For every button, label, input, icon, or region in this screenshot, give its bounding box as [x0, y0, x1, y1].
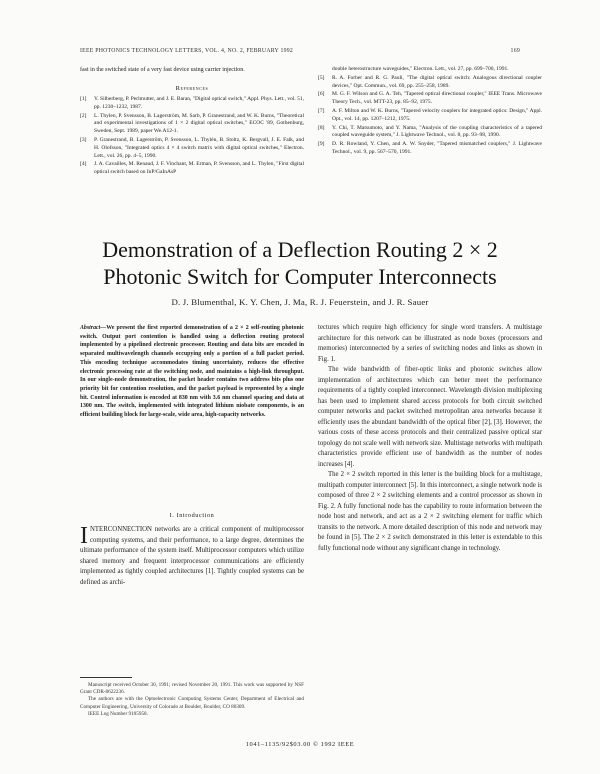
- reference-text: R. A. Forber and R. G. Pauli, "The digital optical switch: Analogous directional coupler devices," Opt. Commun., vol. 69, pp. 255–258, 1989.: [332, 74, 542, 89]
- reference-text: A. F. Milton and W. K. Burns, "Tapered velocity couplers for integrated optics: Design," Appl. Opt., vol. 14, pp. 1207–1212, 1975.: [332, 107, 542, 122]
- body-paragraph: The 2 × 2 switch reported in this letter is the building block for a multistage, multipath computer interconnect [5]. In this interconnect, a single network node is composed of three 2 × 2 switching elements and a control processor as shown in Fig. 2. A fully functional node has the capability to route information between the node host and network, and act as a 2 × 2 switching element for traffic which transits to the network. A more detailed description of this node and network may be found in [5]. The 2 × 2 switch demonstrated in this letter is extendable to this fully functional node without any significant change in technology.: [318, 471, 542, 552]
- reference-number: [9]: [318, 141, 325, 148]
- reference-text: P. Granestrand, B. Lagerström, P. Svensson, L. Thylén, B. Stoltz, K. Bergvall, J. E. Falk, and H. Olofsson, "Integrated optics 4 × 4 switch matrix with digital optical switches," Electron. Lett., vol. 26, pp. 4–5, 1990.: [94, 136, 304, 159]
- reference-text: Y. Silberberg, P. Perlmutter, and J. E. Baran, "Digital optical switch," Appl. Phys. Lett., vol. 51, pp. 1230–1232, 1987.: [94, 96, 304, 110]
- continuation-text: fast in the switched state of a very fast device using carrier injection.: [80, 67, 245, 73]
- reference-number: [2]: [80, 112, 87, 119]
- reference-item: [318, 91, 542, 107]
- drop-cap: I: [80, 523, 88, 549]
- reference-item: [318, 141, 542, 157]
- reference-text: L. Thylen, P. Svensson, B. Lagerström, M. Sarb, P. Granestrand, and W. K. Burns, "Theoretical and experimental investigations of 1 × 2 digital optical switches," ECOC '89, Gothenburg, Sweden, Sept. 1989, paper We.A12-1.: [94, 112, 304, 135]
- right-body-column: [318, 323, 542, 554]
- footnotes: [80, 682, 304, 718]
- reference-item: [318, 75, 542, 91]
- reference-number: [5]: [318, 74, 325, 81]
- top-right-column: [318, 66, 542, 158]
- footnote-divider: [80, 677, 132, 678]
- reference-text: double heterostructure waveguides," Electron. Lett., vol. 27, pp. 699–700, 1991.: [332, 66, 509, 72]
- reference-item: [318, 125, 542, 141]
- footnote-affiliation: The authors are with the Optoelectronic Computing Systems Center, Department of Electrical and Computer Engineering, University of Colorado at Boulder, Boulder, CO 80309.: [80, 696, 304, 710]
- journal-header: IEEE PHOTONICS TECHNOLOGY LETTERS, VOL. 4, NO. 2, FEBRUARY 1992: [80, 48, 294, 54]
- reference-text: D. R. Rowland, Y. Chen, and A. W. Snyder, "Tapered mismatched couplers," J. Lightwave Technol., vol. 9, pp. 567–570, 1991.: [332, 141, 542, 155]
- paper-title: [40, 236, 560, 290]
- reference-number: [7]: [318, 107, 325, 114]
- reference-number: [4]: [80, 161, 87, 168]
- running-header: [80, 48, 520, 54]
- reference-number: [3]: [80, 136, 87, 143]
- title-line-2: Photonic Switch for Computer Interconnects: [103, 264, 497, 289]
- reference-item: [80, 96, 304, 112]
- title-line-1: Demonstration of a Deflection Routing 2 × 2: [102, 237, 498, 262]
- abstract: [80, 324, 304, 420]
- abstract-text: We present the first reported demonstration of a 2 × 2 self-routing photonic switch. Output port contention is handled using a deflection routing protocol implemented by a pipelined electronic processor. Routing and data bits are encoded in separated multiwavelength channels occupying only a portion of a full packet period. This encoding technique accommodates timing uncertainty, reduces the effective electronic processing rate at the switching node, and maintains a high-link throughput. In our single-node demonstration, the packet header contains two address bits plus one priority bit for contention resolution, and the packet payload is represented by a single bit. Control information is encoded at 830 nm with 3.6 nm channel spacing and data at 1300 nm. The switch, implemented with integrated lithium niobate components, is an efficient building block for large-scale, wide area, high-capacity networks.: [80, 325, 304, 419]
- reference-item: [318, 66, 542, 74]
- body-paragraph: The wide bandwidth of fiber-optic links and photonic switches allow implementation of architectures which can better meet the performance requirements of a tightly coupled interconnect. Wavelength division multiplexing has been used to implement shared access protocols for both circuit switched computer networks and packet switched metropolitan area networks because it efficiently uses the abundant bandwidth of the optical fiber [2], [3]. However, the various costs of these access protocols and their centralized passive optical star topology do not scale well with network size. Multistage networks with multipath characteristics provide efficient use of bandwidth as the number of nodes increases [4].: [318, 366, 542, 468]
- reference-text: M. G. F. Wilson and G. A. Teh, "Tapered optical directional coupler," IEEE Trans. Microwave Theory Tech., vol. MTT-23, pp. 85–92, 1975.: [332, 91, 542, 106]
- reference-text: J. A. Cavailles, M. Renaud, J. F. Vinchant, M. Erman, P. Svensson, and L. Thylen, "First digital optical switch based on InP/GaInAsP: [94, 161, 304, 176]
- introduction-paragraph: [80, 525, 304, 588]
- body-paragraph: tectures which require high efficiency for single word transfers. A multistage architecture for this network can be illustrated as node boxes (processors and memories) interconnected by a series of switching nodes and links as shown in Fig. 1.: [318, 324, 542, 363]
- abstract-label: Abstract—: [80, 325, 107, 331]
- section-heading: I. Introduction: [169, 512, 215, 519]
- page-number: 169: [510, 48, 520, 54]
- footnote-manuscript: Manuscript received October 30, 1991; revised November 20, 1991. This work was supported by NSF Grant CDR-8622236.: [80, 682, 304, 696]
- author-list: D. J. Blumenthal, K. Y. Chen, J. Ma, R. J. Feuerstein, and J. R. Sauer: [171, 297, 429, 307]
- reference-item: [318, 108, 542, 124]
- reference-number: [8]: [318, 124, 325, 131]
- footnote-log-number: IEEE Log Number 9105958.: [88, 710, 148, 717]
- introduction-text: NTERCONNECTION networks are a critical component of multiprocessor computing systems, and their performance, to a large degree, determines the ultimate performance of the system itself. Multiprocessor computers which utilize shared memory and frequent interprocessor communications are efficiently implemented as tightly coupled architectures [1]. Tightly coupled systems can be defined as archi-: [80, 526, 304, 586]
- top-left-column: [80, 66, 304, 178]
- references-title: References: [175, 84, 209, 92]
- reference-number: [6]: [318, 91, 325, 98]
- reference-number: [1]: [80, 96, 87, 102]
- reference-item: [80, 161, 304, 177]
- copyright-line: 1041–1135/92$03.00 © 1992 IEEE: [245, 741, 355, 748]
- reference-item: [80, 113, 304, 136]
- reference-text: Y. Chi, T. Matsumoto, and Y. Nama, "Analysis of the coupling characteristics of a tapered coupled waveguide system," J. Lightwave Technol., vol. 8, pp. 93–98, 1990.: [332, 124, 542, 139]
- reference-item: [80, 137, 304, 160]
